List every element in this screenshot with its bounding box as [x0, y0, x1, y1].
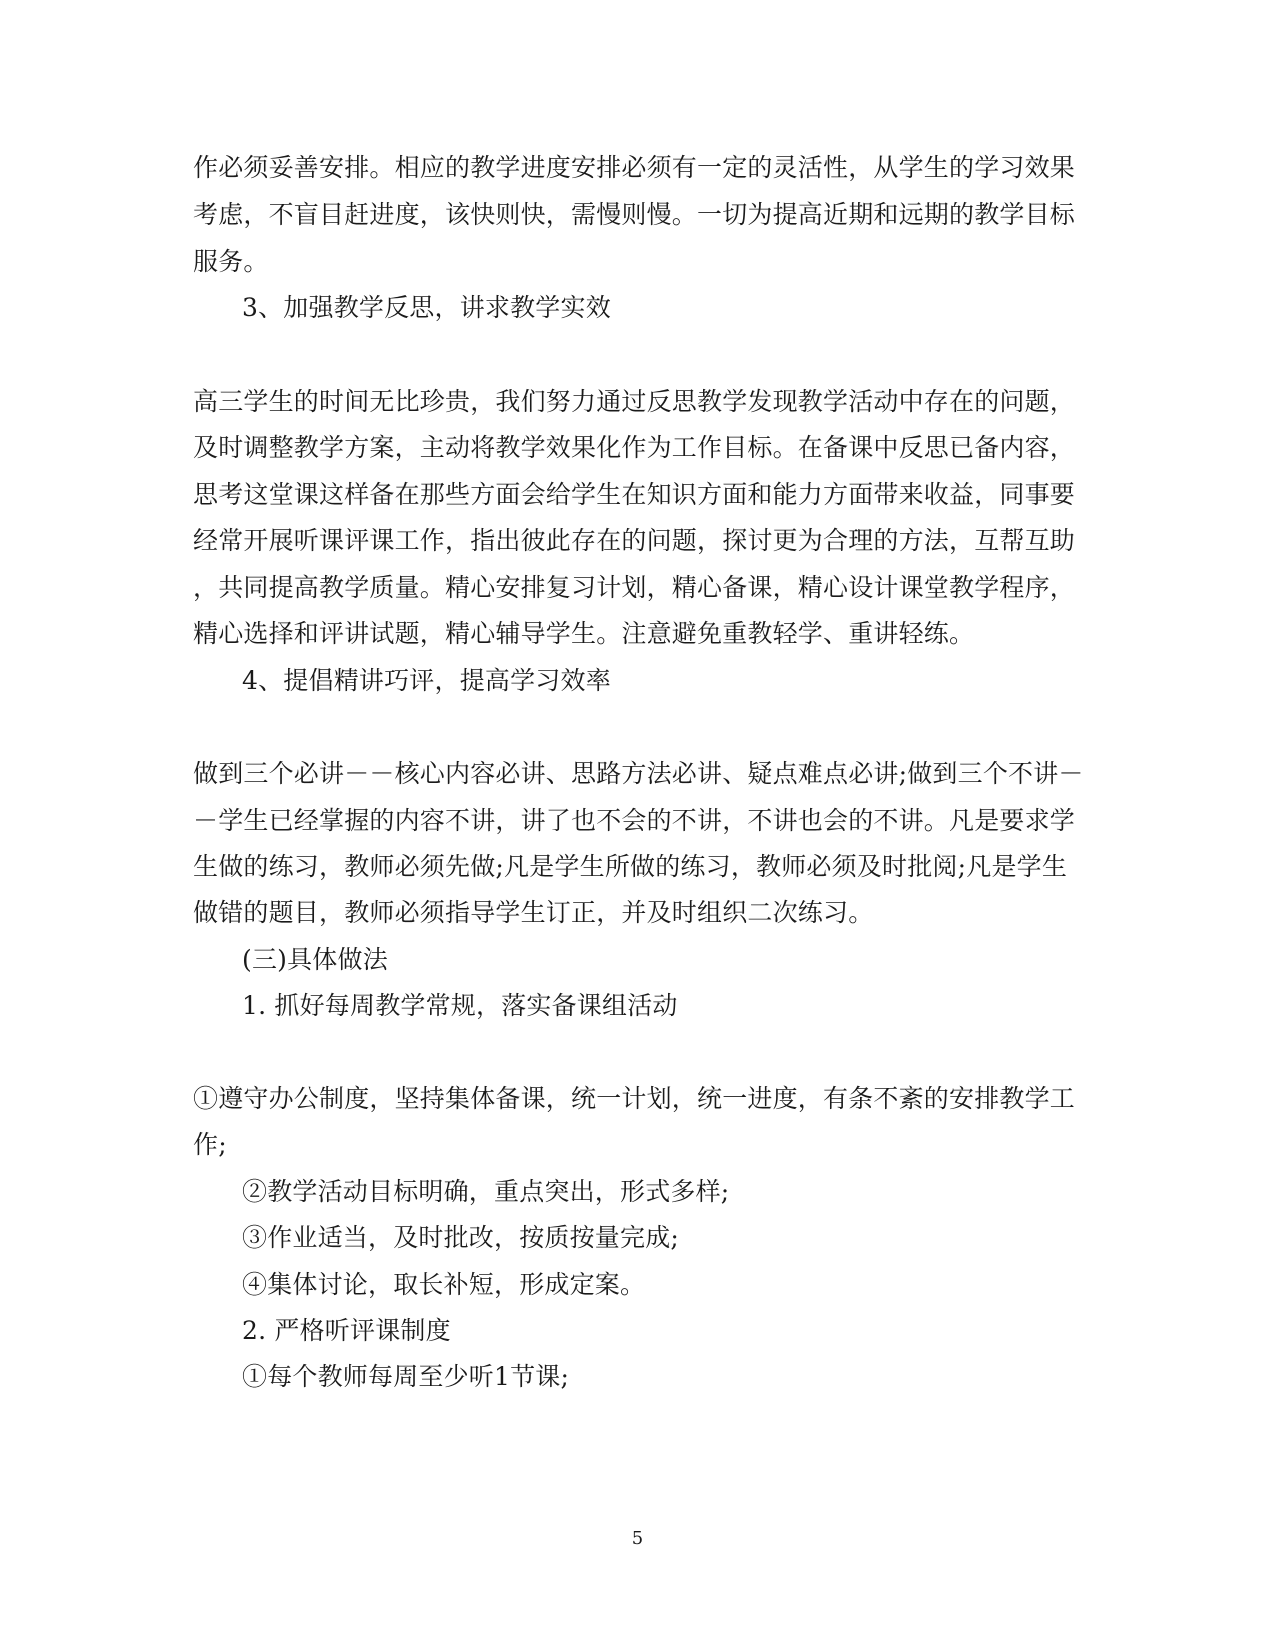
- list-item: ①每个教师每周至少听1节课;: [242, 1362, 570, 1391]
- text-line: －学生已经掌握的内容不讲，讲了也不会的不讲，不讲也会的不讲。凡是要求学: [193, 806, 1076, 835]
- list-item: ①遵守办公制度，坚持集体备课，统一计划，统一进度，有条不紊的安排教学工: [193, 1084, 1076, 1113]
- text-line: 思考这堂课这样备在那些方面会给学生在知识方面和能力方面带来收益，同事要: [193, 480, 1076, 509]
- text-line: 作;: [193, 1130, 227, 1159]
- list-item: ②教学活动目标明确，重点突出，形式多样;: [242, 1177, 730, 1206]
- text-line: 高三学生的时间无比珍贵，我们努力通过反思教学发现教学活动中存在的问题，: [193, 387, 1076, 416]
- text-line: 精心选择和评讲试题，精心辅导学生。注意避免重教轻学、重讲轻练。: [193, 619, 975, 648]
- section-heading: (三)具体做法: [242, 945, 388, 974]
- text-line: 生做的练习，教师必须先做;凡是学生所做的练习，教师必须及时批阅;凡是学生: [193, 852, 1068, 881]
- text-line: 经常开展听课评课工作，指出彼此存在的问题，探讨更为合理的方法，互帮互助: [193, 526, 1076, 555]
- text-line: 服务。: [193, 247, 269, 276]
- text-line: 考虑，不盲目赶进度，该快则快，需慢则慢。一切为提高近期和远期的教学目标: [193, 200, 1076, 229]
- text-line: ，共同提高教学质量。精心安排复习计划，精心备课，精心设计课堂教学程序，: [193, 573, 1076, 602]
- section-heading: 3、加强教学反思，讲求教学实效: [242, 293, 611, 322]
- section-heading: 2. 严格听评课制度: [242, 1316, 451, 1345]
- list-item: ④集体讨论，取长补短，形成定案。: [242, 1270, 646, 1299]
- section-heading: 4、提倡精讲巧评，提高学习效率: [242, 666, 611, 695]
- page-number: 5: [631, 1528, 644, 1549]
- text-line: 及时调整教学方案，主动将教学效果化作为工作目标。在备课中反思已备内容，: [193, 433, 1076, 462]
- section-heading: 1. 抓好每周教学常规，落实备课组活动: [242, 991, 678, 1020]
- text-line: 做到三个必讲－－核心内容必讲、思路方法必讲、疑点难点必讲;做到三个不讲－: [193, 759, 1084, 788]
- text-line: 做错的题目，教师必须指导学生订正，并及时组织二次练习。: [193, 898, 874, 927]
- list-item: ③作业适当，及时批改，按质按量完成;: [242, 1223, 680, 1252]
- text-line: 作必须妥善安排。相应的教学进度安排必须有一定的灵活性，从学生的学习效果: [193, 153, 1076, 182]
